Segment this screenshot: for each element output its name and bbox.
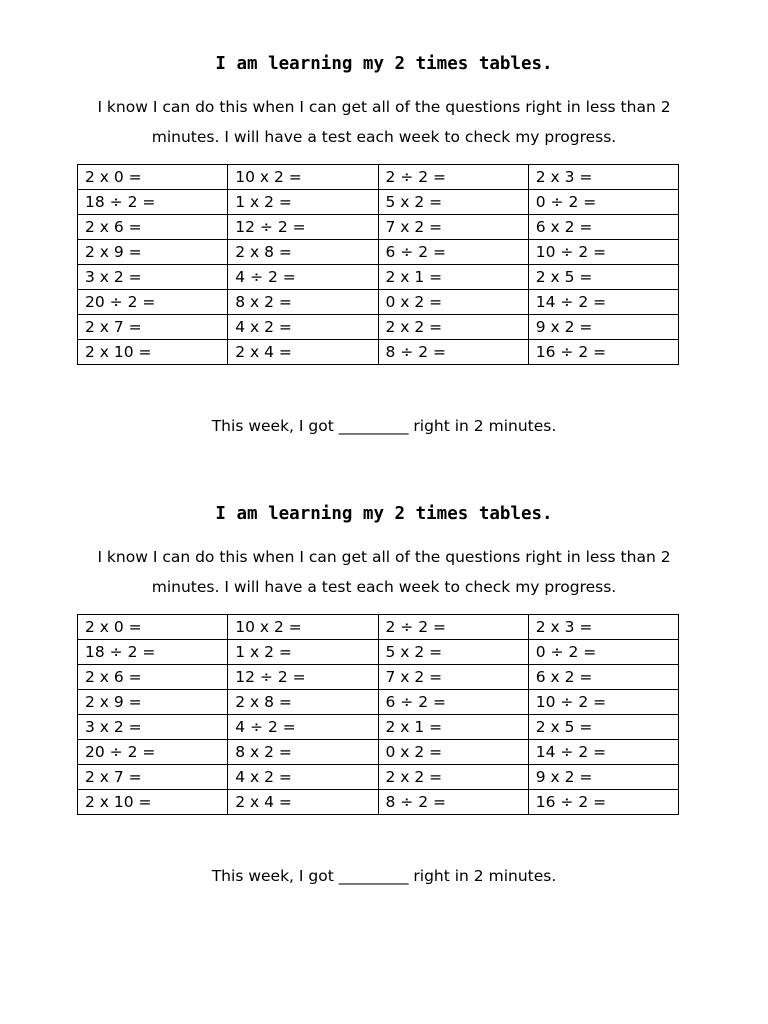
question-cell: 20 ÷ 2 = [78,290,228,315]
question-cell: 2 x 0 = [78,165,228,190]
question-cell: 2 x 6 = [78,665,228,690]
question-cell: 6 ÷ 2 = [378,690,528,715]
question-cell: 6 x 2 = [528,215,678,240]
table-row [78,640,679,665]
question-cell: 0 x 2 = [378,740,528,765]
question-cell: 4 ÷ 2 = [228,715,378,740]
table-row [78,740,679,765]
table-row [78,290,679,315]
question-cell: 2 ÷ 2 = [378,165,528,190]
question-cell: 14 ÷ 2 = [528,740,678,765]
question-cell: 5 x 2 = [378,190,528,215]
table-row [78,615,679,640]
question-cell: 10 x 2 = [228,615,378,640]
question-cell: 16 ÷ 2 = [528,340,678,365]
question-cell: 1 x 2 = [228,190,378,215]
worksheet-instructions: I know I can do this when I can get all of the questions right in less than 2 minutes. I will have a test each week to check my progress. [97,98,671,146]
question-cell: 3 x 2 = [78,715,228,740]
question-cell: 10 ÷ 2 = [528,240,678,265]
question-cell: 0 x 2 = [378,290,528,315]
question-cell: 2 x 3 = [528,615,678,640]
worksheet-section [0,52,768,435]
question-cell: 18 ÷ 2 = [78,640,228,665]
worksheet-title: I am learning my 2 times tables. [215,54,553,74]
table-row [78,665,679,690]
table-row [78,690,679,715]
times-table-grid [77,614,679,815]
table-row [78,215,679,240]
question-cell: 2 ÷ 2 = [378,615,528,640]
question-cell: 2 x 5 = [528,715,678,740]
table-row [78,165,679,190]
question-cell: 2 x 10 = [78,790,228,815]
question-cell: 12 ÷ 2 = [228,215,378,240]
table-row [78,315,679,340]
question-cell: 10 x 2 = [228,165,378,190]
question-cell: 2 x 3 = [528,165,678,190]
question-cell: 2 x 4 = [228,790,378,815]
question-cell: 20 ÷ 2 = [78,740,228,765]
question-cell: 7 x 2 = [378,665,528,690]
question-cell: 18 ÷ 2 = [78,190,228,215]
table-row [78,265,679,290]
question-cell: 2 x 1 = [378,265,528,290]
question-cell: 1 x 2 = [228,640,378,665]
question-cell: 7 x 2 = [378,215,528,240]
question-cell: 10 ÷ 2 = [528,690,678,715]
question-cell: 6 ÷ 2 = [378,240,528,265]
question-cell: 2 x 10 = [78,340,228,365]
question-cell: 14 ÷ 2 = [528,290,678,315]
question-cell: 2 x 0 = [78,615,228,640]
question-cell: 2 x 8 = [228,240,378,265]
question-cell: 2 x 9 = [78,690,228,715]
result-line: This week, I got _________ right in 2 minutes. [211,867,557,885]
worksheet-instructions: I know I can do this when I can get all of the questions right in less than 2 minutes. I will have a test each week to check my progress. [97,548,671,596]
question-cell: 2 x 2 = [378,765,528,790]
question-cell: 2 x 7 = [78,765,228,790]
question-cell: 2 x 7 = [78,315,228,340]
question-cell: 4 x 2 = [228,315,378,340]
question-cell: 9 x 2 = [528,765,678,790]
question-cell: 2 x 4 = [228,340,378,365]
question-cell: 2 x 8 = [228,690,378,715]
question-cell: 2 x 9 = [78,240,228,265]
question-cell: 0 ÷ 2 = [528,640,678,665]
question-cell: 3 x 2 = [78,265,228,290]
question-cell: 0 ÷ 2 = [528,190,678,215]
table-row [78,790,679,815]
question-cell: 2 x 1 = [378,715,528,740]
table-row [78,765,679,790]
table-row [78,240,679,265]
question-cell: 16 ÷ 2 = [528,790,678,815]
question-cell: 6 x 2 = [528,665,678,690]
question-cell: 8 ÷ 2 = [378,790,528,815]
question-cell: 12 ÷ 2 = [228,665,378,690]
table-row [78,715,679,740]
question-cell: 8 ÷ 2 = [378,340,528,365]
question-cell: 2 x 2 = [378,315,528,340]
question-cell: 2 x 5 = [528,265,678,290]
question-cell: 5 x 2 = [378,640,528,665]
worksheet-section [0,502,768,885]
question-cell: 4 x 2 = [228,765,378,790]
result-line: This week, I got _________ right in 2 minutes. [211,417,557,435]
worksheet-title: I am learning my 2 times tables. [215,504,553,524]
question-cell: 8 x 2 = [228,290,378,315]
table-row [78,340,679,365]
question-cell: 2 x 6 = [78,215,228,240]
question-cell: 4 ÷ 2 = [228,265,378,290]
table-row [78,190,679,215]
times-table-grid [77,164,679,365]
question-cell: 8 x 2 = [228,740,378,765]
question-cell: 9 x 2 = [528,315,678,340]
